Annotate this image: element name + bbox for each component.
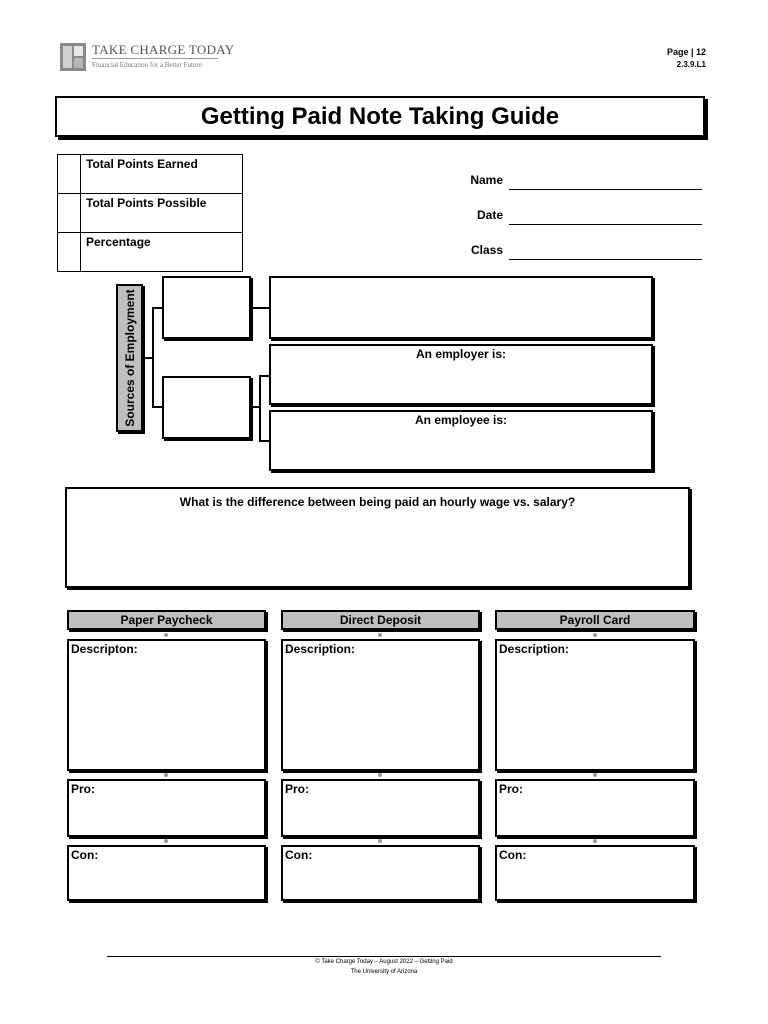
name-label: Name [470, 173, 503, 187]
points-table [57, 154, 243, 272]
employment-source-box-2[interactable] [162, 376, 251, 439]
connector-dot [593, 633, 597, 637]
employment-source-box-1[interactable] [162, 276, 251, 339]
direct-deposit-heading: Direct Deposit [281, 610, 480, 630]
connector-dot [164, 633, 168, 637]
paper-paycheck-description-box[interactable] [67, 639, 266, 771]
connector-line [251, 307, 269, 309]
sources-of-employment-tab [116, 284, 143, 432]
description-label: Description: [285, 642, 356, 656]
logo-divider [92, 58, 218, 59]
take-charge-today-logo-icon [60, 43, 86, 71]
connector-dot [593, 773, 597, 777]
pro-label: Pro: [71, 782, 95, 796]
connector-dot [164, 773, 168, 777]
payroll-card-con-box[interactable] [495, 845, 695, 901]
percentage-field[interactable] [58, 233, 81, 272]
payroll-card-pro-box[interactable] [495, 779, 695, 837]
connector-dot [378, 633, 382, 637]
sources-of-employment-label: Sources of Employment [122, 289, 137, 427]
paper-paycheck-pro-box[interactable] [67, 779, 266, 837]
date-field[interactable] [509, 224, 702, 225]
connector-dot [378, 773, 382, 777]
connector-line [152, 406, 162, 408]
class-label: Class [470, 243, 503, 257]
wage-vs-salary-question: What is the difference between being paid an hourly wage vs. salary? [179, 495, 576, 509]
page-number: Page | 12 [666, 47, 706, 57]
date-label: Date [476, 208, 503, 222]
connector-line [259, 440, 269, 442]
footer-divider [107, 956, 661, 957]
points-label: Total Points Earned [81, 155, 243, 194]
page-title: Getting Paid Note Taking Guide [55, 96, 705, 137]
paper-paycheck-con-box[interactable] [67, 845, 266, 901]
con-label: Con: [71, 848, 99, 862]
class-field[interactable] [509, 259, 702, 260]
payroll-card-description-box[interactable] [495, 639, 695, 771]
points-earned-field[interactable] [58, 155, 81, 194]
connector-dot [378, 839, 382, 843]
payroll-card-heading: Payroll Card [495, 610, 695, 630]
points-possible-field[interactable] [58, 194, 81, 233]
points-row [58, 233, 243, 272]
points-label: Percentage [81, 233, 243, 272]
con-label: Con: [285, 848, 313, 862]
employer-label: An employer is: [415, 347, 507, 361]
employee-box[interactable] [269, 410, 653, 471]
points-row [58, 155, 243, 194]
connector-dot [164, 839, 168, 843]
con-label: Con: [499, 848, 527, 862]
pro-label: Pro: [499, 782, 523, 796]
points-row [58, 194, 243, 233]
lesson-code: 2.3.9.L1 [676, 60, 706, 69]
description-label: Descripton: [71, 642, 138, 656]
points-label: Total Points Possible [81, 194, 243, 233]
connector-line [259, 375, 269, 377]
connector-dot [593, 839, 597, 843]
direct-deposit-pro-box[interactable] [281, 779, 480, 837]
footer-university: The University of Arizona [350, 969, 418, 975]
org-name: TAKE CHARGE TODAY [92, 42, 235, 57]
org-tagline: Financial Education for a Better Future [92, 61, 202, 69]
description-label: Description: [499, 642, 570, 656]
wage-vs-salary-box[interactable] [65, 487, 690, 588]
footer-copyright: © Take Charge Today – August 2022 – Getting Paid [315, 959, 453, 965]
paper-paycheck-heading: Paper Paycheck [67, 610, 266, 630]
employer-box[interactable] [269, 344, 653, 405]
direct-deposit-description-box[interactable] [281, 639, 480, 771]
direct-deposit-con-box[interactable] [281, 845, 480, 901]
name-field[interactable] [509, 189, 702, 190]
source-definition-box[interactable] [269, 276, 653, 339]
connector-line [259, 375, 261, 442]
connector-line [152, 307, 154, 408]
employee-label: An employee is: [414, 413, 508, 427]
pro-label: Pro: [285, 782, 309, 796]
connector-line [152, 307, 162, 309]
